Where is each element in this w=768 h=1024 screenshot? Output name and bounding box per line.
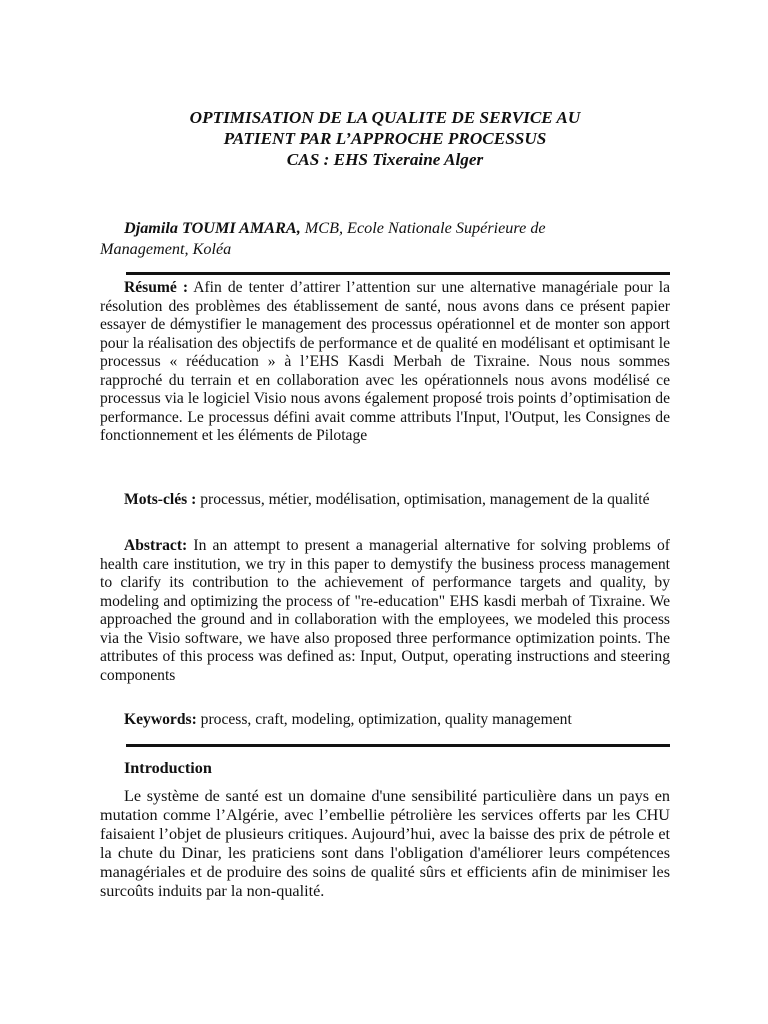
introduction-heading: Introduction bbox=[124, 759, 212, 777]
resume-paragraph bbox=[100, 279, 670, 446]
author-name: Djamila TOUMI AMARA, bbox=[124, 219, 301, 237]
title-line-1: OPTIMISATION DE LA QUALITE DE SERVICE AU bbox=[189, 108, 581, 127]
paper-title bbox=[100, 107, 670, 170]
author-block bbox=[100, 218, 670, 260]
abstract-label: Abstract: bbox=[124, 537, 188, 554]
title-line-3: CAS : EHS Tixeraine Alger bbox=[286, 150, 484, 169]
resume-label: Résumé : bbox=[124, 279, 189, 296]
top-divider bbox=[126, 272, 670, 275]
author-affiliation-part-1: MCB, Ecole Nationale Supérieure de bbox=[300, 219, 546, 237]
resume-text: Afin de tenter d’attirer l’attention sur une alternative managériale pour la résolution des problèmes des établissement de santé, nous avons dans ce présent papier essayer de démystifier le management des processus opérationnel et de monter son apport pour la réalisation des objectifs de performance et de qualité en modélisant et optimisant le processus « rééducation » à l’EHS Kasdi Merbah de Tixraine. Nous nous sommes rapproché du terrain et en collaboration avec les opérationnels nous avons modélisé ce processus via le logiciel Visio nous avons également proposé trois points d’optimisation de performance. Le processus défini avait comme attributs l'Input, l'Output, les Consignes de fonctionnement et les éléments de Pilotage bbox=[100, 279, 670, 444]
introduction-paragraph: Le système de santé est un domaine d'une sensibilité particulière dans un pays en mutation comme l’Algérie, avec l’embellie pétrolière les services offerts par les CHU faisaient l’objet de plusieurs critiques. Aujourd’hui, avec la baisse des prix de pétrole et la chute du Dinar, les praticiens sont dans l'obligation d'améliorer leurs compétences managériales et de produire des soins de qualité sûrs et efficients afin de minimiser les surcoûts induits par la non-qualité. bbox=[100, 787, 670, 900]
keywords-paragraph bbox=[100, 711, 670, 730]
bottom-divider bbox=[126, 744, 670, 747]
abstract-text: In an attempt to present a managerial alternative for solving problems of health care institution, we try in this paper to demystify the business process management to clarify its contribution to the achievement of performance targets and quality, by modeling and optimizing the process of "re-education" EHS kasdi merbah of Tixraine. We approached the ground and in collaboration with the employees, we modeled this process via the Visio software, we have also proposed three performance optimization points. The attributes of this process was defined as: Input, Output, operating instructions and steering components bbox=[100, 537, 670, 684]
keywords-text: process, craft, modeling, optimization, quality management bbox=[196, 711, 572, 728]
mots-cles-label: Mots-clés : bbox=[124, 491, 197, 508]
title-line-2: PATIENT PAR L’APPROCHE PROCESSUS bbox=[223, 129, 547, 148]
mots-cles-paragraph bbox=[100, 491, 670, 510]
abstract-paragraph bbox=[100, 537, 670, 685]
author-affiliation-part-2: Management, Koléa bbox=[100, 240, 232, 258]
keywords-label: Keywords: bbox=[124, 711, 197, 728]
author-line-1 bbox=[100, 218, 670, 239]
mots-cles-text: processus, métier, modélisation, optimisation, management de la qualité bbox=[196, 491, 650, 508]
